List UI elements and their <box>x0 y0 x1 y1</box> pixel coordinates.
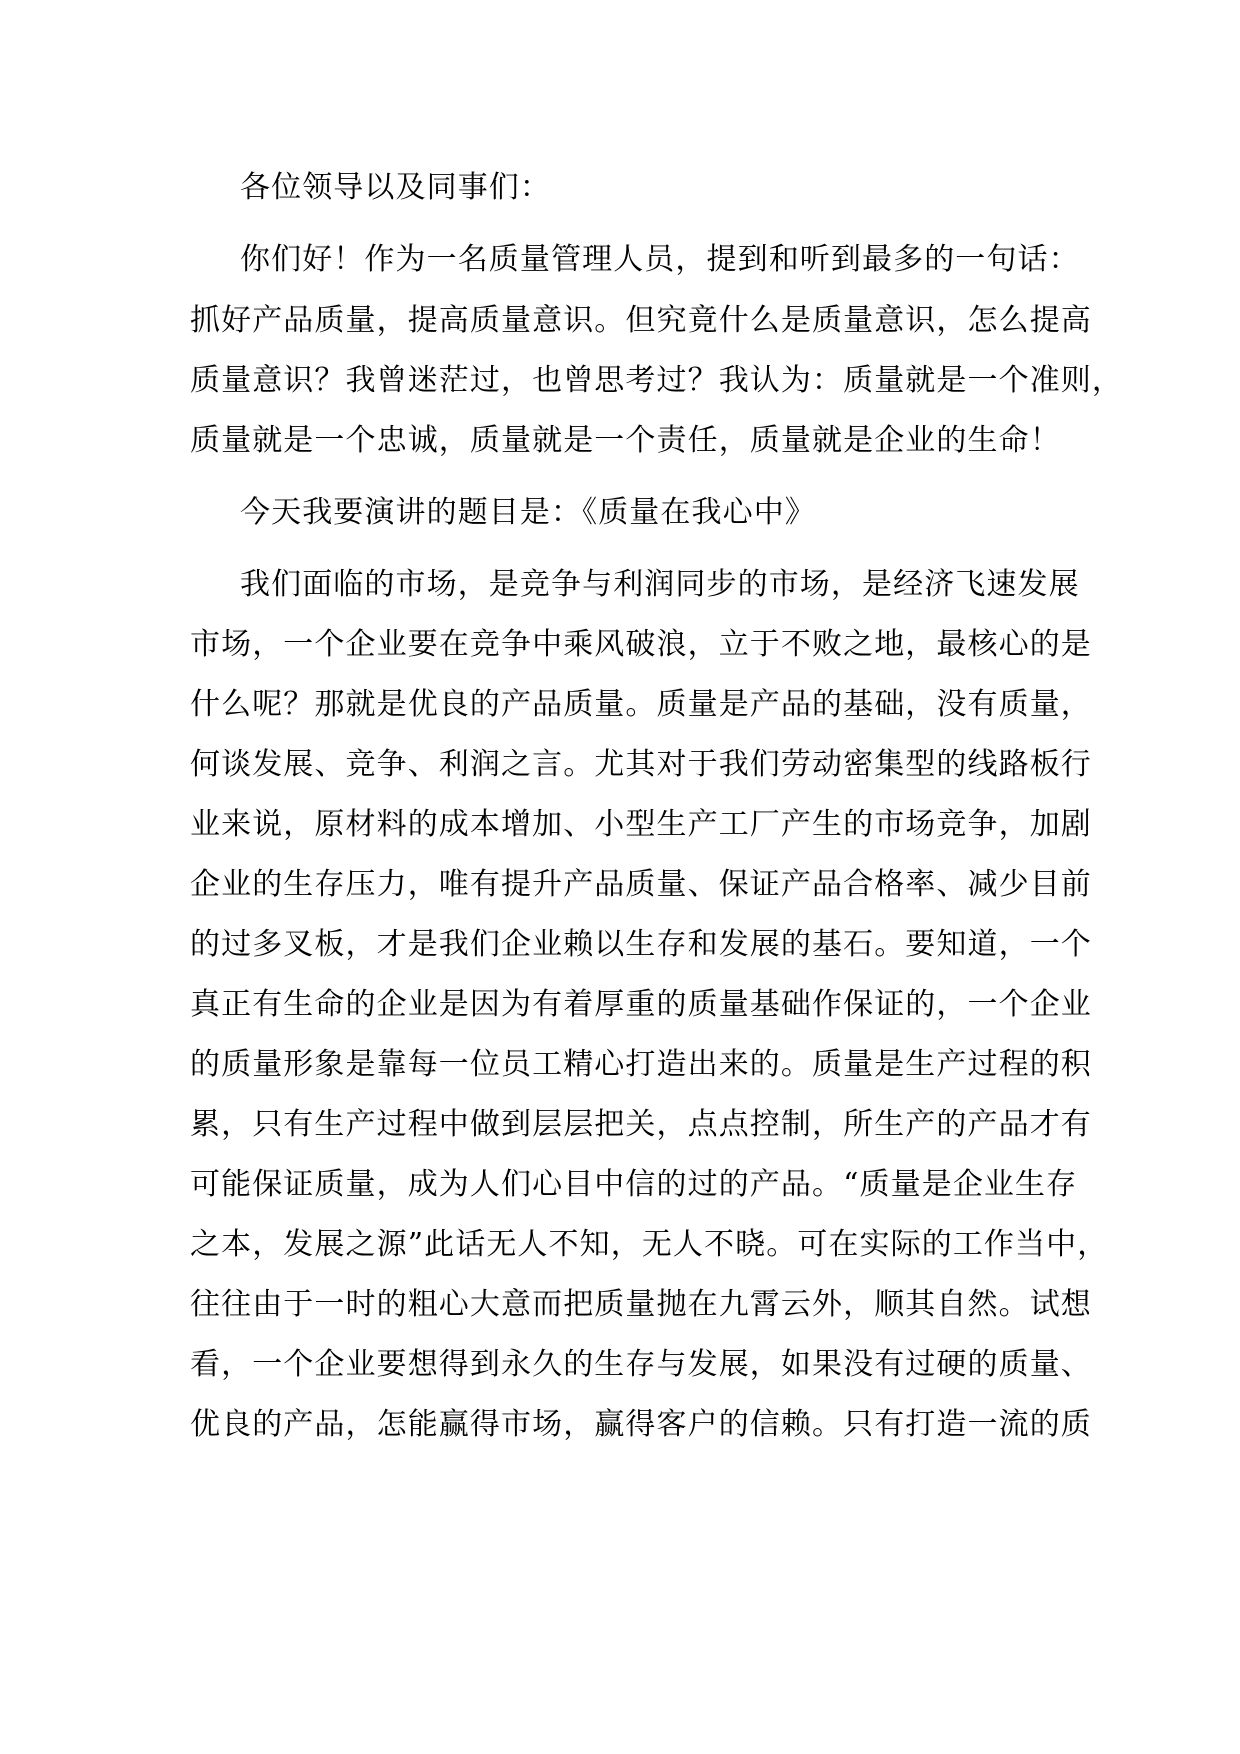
greeting-line: 各位领导以及同事们： <box>240 170 551 205</box>
paragraph-3-line-10: 累，只有生产过程中做到层层把关，点点控制，所生产的产品才有 <box>190 1107 1092 1142</box>
paragraph-3-line-4: 何谈发展、竞争、利润之言。尤其对于我们劳动密集型的线路板行 <box>190 747 1092 782</box>
paragraph-3-line-3: 什么呢？那就是优良的产品质量。质量是产品的基础，没有质量， <box>190 687 1092 722</box>
paragraph-3-line-11: 可能保证质量，成为人们心目中信的过的产品。“质量是企业生存 <box>190 1167 1078 1202</box>
paragraph-3-line-1: 我们面临的市场，是竞争与利润同步的市场，是经济飞速发展 <box>240 567 1080 602</box>
paragraph-1-line-3: 质量意识？我曾迷茫过，也曾思考过？我认为：质量就是一个准则， <box>190 363 1123 398</box>
paragraph-3-line-15: 优良的产品，怎能赢得市场，赢得客户的信赖。只有打造一流的质 <box>190 1407 1092 1442</box>
paragraph-3-line-9: 的质量形象是靠每一位员工精心打造出来的。质量是生产过程的积 <box>190 1047 1092 1082</box>
paragraph-3-line-13: 往往由于一时的粗心大意而把质量抛在九霄云外，顺其自然。试想 <box>190 1287 1092 1322</box>
paragraph-3-line-2: 市场，一个企业要在竞争中乘风破浪，立于不败之地，最核心的是 <box>190 627 1092 662</box>
paragraph-1-line-4: 质量就是一个忠诚，质量就是一个责任，质量就是企业的生命！ <box>190 423 1061 458</box>
paragraph-1-line-1: 你们好！作为一名质量管理人员，提到和听到最多的一句话： <box>240 242 1080 277</box>
speech-title-line: 今天我要演讲的题目是：《质量在我心中》 <box>240 495 816 530</box>
paragraph-3-line-12: 之本，发展之源”此话无人不知，无人不晓。可在实际的工作当中， <box>190 1227 1109 1262</box>
paragraph-3-line-14: 看，一个企业要想得到永久的生存与发展，如果没有过硬的质量、 <box>190 1347 1092 1382</box>
paragraph-3-line-7: 的过多叉板，才是我们企业赖以生存和发展的基石。要知道，一个 <box>190 927 1092 962</box>
paragraph-3-line-5: 业来说，原材料的成本增加、小型生产工厂产生的市场竞争，加剧 <box>190 807 1092 842</box>
paragraph-3-line-6: 企业的生存压力，唯有提升产品质量、保证产品合格率、减少目前 <box>190 867 1092 902</box>
paragraph-3-line-8: 真正有生命的企业是因为有着厚重的质量基础作保证的，一个企业 <box>190 987 1092 1022</box>
paragraph-1-line-2: 抓好产品质量，提高质量意识。但究竟什么是质量意识，怎么提高 <box>190 303 1092 338</box>
